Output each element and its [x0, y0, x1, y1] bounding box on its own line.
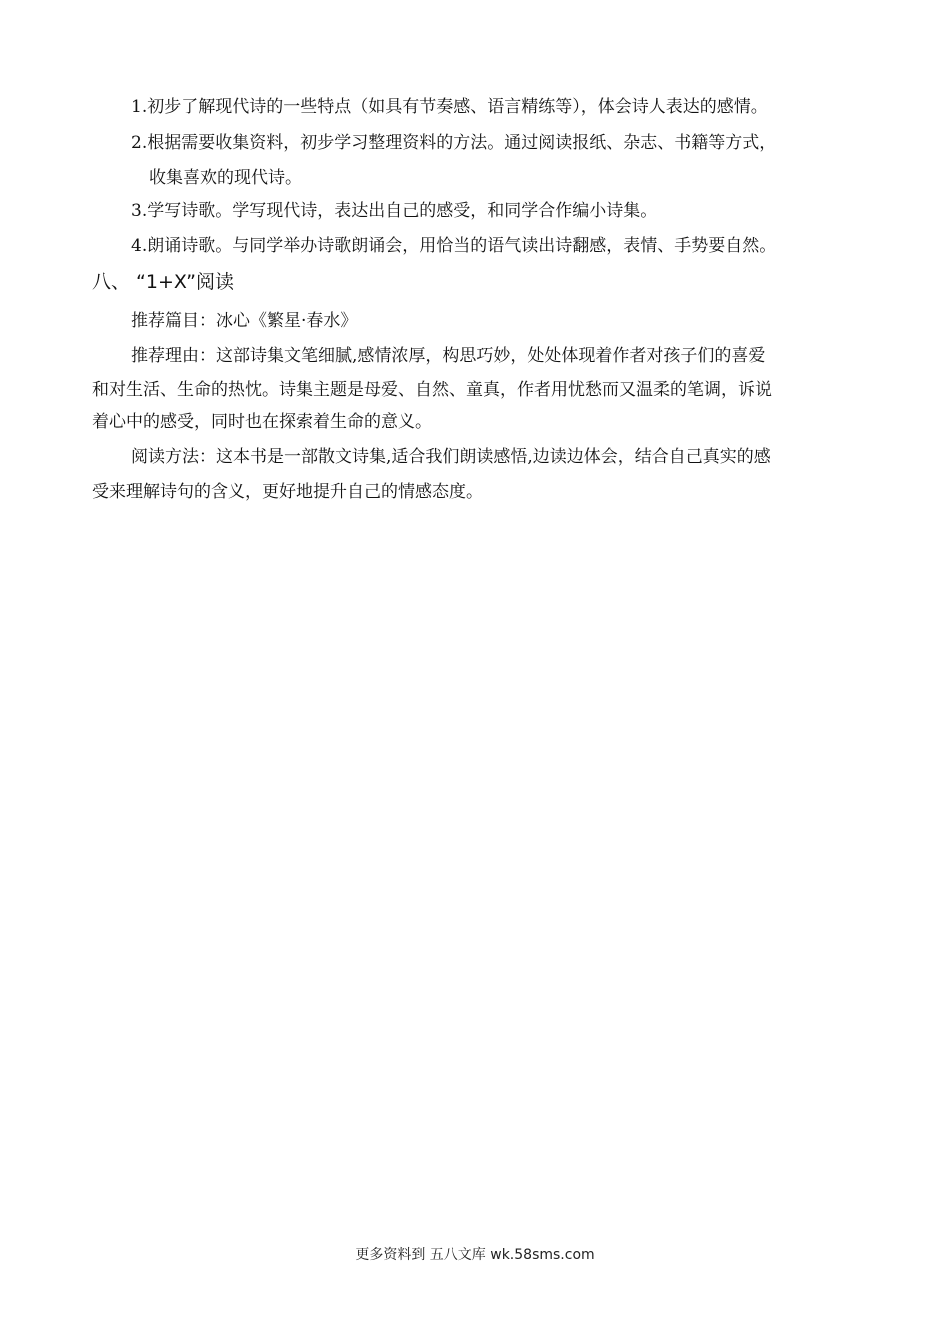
footer-source: 更多资料到 五八文库 wk.58sms.com — [355, 1247, 595, 1263]
goal-item-1: 1.初步了解现代诗的一些特点（如具有节奏感、语言精练等），体会诗人表达的感情。 — [131, 97, 768, 117]
goal-item-3: 3.学写诗歌。学写现代诗，表达出自己的感受，和同学合作编小诗集。 — [131, 201, 658, 221]
reason-line-3: 着心中的感受，同时也在探索着生命的意义。 — [92, 412, 432, 432]
reason-line-2: 和对生活、生命的热忱。诗集主题是母爱、自然、童真，作者用忧愁而又温柔的笔调，诉说 — [92, 380, 772, 400]
section-heading: 八、 “1+X”阅读 — [92, 271, 234, 293]
method-line-1: 阅读方法：这本书是一部散文诗集,适合我们朗读感悟,边读边体会，结合自己真实的感 — [131, 447, 771, 467]
recommend-title: 推荐篇目：冰心《繁星·春水》 — [131, 311, 358, 331]
goal-item-2-line-1: 2.根据需要收集资料，初步学习整理资料的方法。通过阅读报纸、杂志、书籍等方式， — [131, 133, 777, 153]
method-line-2: 受来理解诗句的含义，更好地提升自己的情感态度。 — [92, 482, 483, 502]
reason-line-1: 推荐理由：这部诗集文笔细腻,感情浓厚，构思巧妙，处处体现着作者对孩子们的喜爱 — [131, 346, 766, 366]
goal-item-2-line-2: 收集喜欢的现代诗。 — [149, 168, 302, 188]
goal-item-4: 4.朗诵诗歌。与同学举办诗歌朗诵会，用恰当的语气读出诗翻感，表情、手势要自然。 — [131, 236, 777, 256]
